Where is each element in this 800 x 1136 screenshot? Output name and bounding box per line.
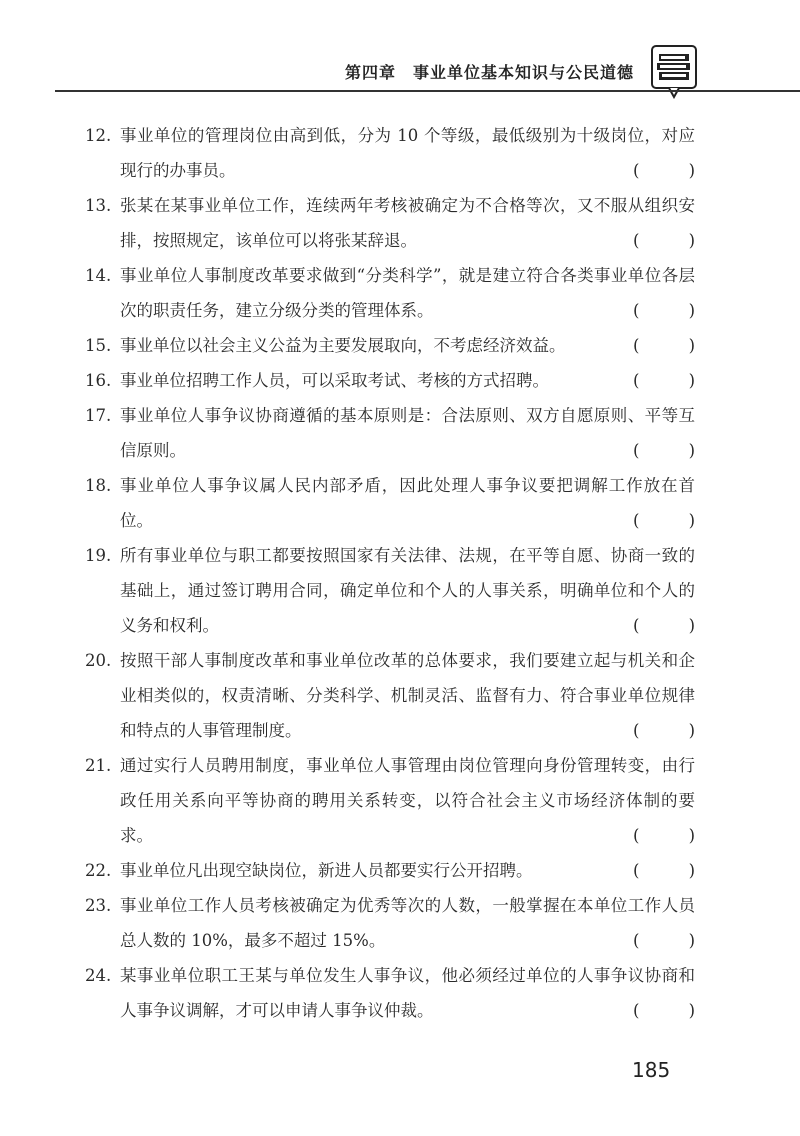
- question-number: 14.: [85, 266, 112, 285]
- answer-blank: ( ): [633, 616, 695, 635]
- answer-blank: ( ): [633, 161, 695, 180]
- question-number: 16.: [85, 371, 112, 390]
- question-item: [85, 118, 695, 188]
- question-item: [85, 958, 695, 1028]
- question-text: 通过实行人员聘用制度，事业单位人事管理由岗位管理向身份管理转变，由行政任用关系向平等协商的聘用关系转变，以符合社会主义市场经济体制的要求。: [120, 756, 695, 845]
- answer-blank: ( ): [633, 861, 695, 880]
- question-item: [85, 748, 695, 853]
- question-text: 按照干部人事制度改革和事业单位改革的总体要求，我们要建立起与机关和企业相类似的，权责清晰、分类科学、机制灵活、监督有力、符合事业单位规律和特点的人事管理制度。: [120, 651, 695, 740]
- question-text: 事业单位以社会主义公益为主要发展取向，不考虑经济效益。: [120, 336, 566, 355]
- question-number: 12.: [85, 126, 112, 145]
- question-text: 事业单位的管理岗位由高到低，分为 10 个等级，最低级别为十级岗位，对应现行的办事员。: [120, 126, 695, 180]
- question-item: [85, 538, 695, 643]
- answer-blank: ( ): [633, 511, 695, 530]
- question-number: 15.: [85, 336, 112, 355]
- question-text: 事业单位人事制度改革要求做到“分类科学”，就是建立符合各类事业单位各层次的职责任务，建立分级分类的管理体系。: [120, 266, 695, 320]
- answer-blank: ( ): [633, 931, 695, 950]
- page-number: 185: [632, 1058, 671, 1082]
- question-list: [85, 118, 695, 1028]
- answer-blank: ( ): [633, 371, 695, 390]
- question-text: 事业单位工作人员考核被确定为优秀等次的人数，一般掌握在本单位工作人员总人数的 10%，最多不超过 15%。: [120, 896, 695, 950]
- question-number: 22.: [85, 861, 112, 880]
- question-number: 13.: [85, 196, 112, 215]
- answer-blank: ( ): [633, 721, 695, 740]
- question-number: 19.: [85, 546, 112, 565]
- question-item: [85, 398, 695, 468]
- answer-blank: ( ): [633, 336, 695, 355]
- question-text: 事业单位招聘工作人员，可以采取考试、考核的方式招聘。: [120, 371, 549, 390]
- question-item: [85, 888, 695, 958]
- chapter-title: 第四章 事业单位基本知识与公民道德: [345, 63, 635, 82]
- answer-blank: ( ): [633, 301, 695, 320]
- question-item: [85, 363, 695, 398]
- question-item: [85, 188, 695, 258]
- question-number: 17.: [85, 406, 112, 425]
- header-rule: [55, 90, 800, 92]
- question-text: 张某在某事业单位工作，连续两年考核被确定为不合格等次，又不服从组织安排，按照规定，该单位可以将张某辞退。: [120, 196, 695, 250]
- question-text: 事业单位凡出现空缺岗位，新进人员都要实行公开招聘。: [120, 861, 533, 880]
- question-text: 事业单位人事争议属人民内部矛盾，因此处理人事争议要把调解工作放在首位。: [120, 476, 695, 530]
- question-number: 23.: [85, 896, 112, 915]
- question-number: 18.: [85, 476, 112, 495]
- answer-blank: ( ): [633, 441, 695, 460]
- question-text: 某事业单位职工王某与单位发生人事争议，他必须经过单位的人事争议协商和人事争议调解，才可以申请人事争议仲裁。: [120, 966, 695, 1020]
- question-number: 24.: [85, 966, 112, 985]
- question-item: [85, 328, 695, 363]
- question-item: [85, 468, 695, 538]
- answer-blank: ( ): [633, 1001, 695, 1020]
- question-item: [85, 853, 695, 888]
- question-number: 20.: [85, 651, 112, 670]
- answer-blank: ( ): [633, 231, 695, 250]
- answer-blank: ( ): [633, 826, 695, 845]
- question-text: 事业单位人事争议协商遵循的基本原则是：合法原则、双方自愿原则、平等互信原则。: [120, 406, 695, 460]
- question-text: 所有事业单位与职工都要按照国家有关法律、法规，在平等自愿、协商一致的基础上，通过签订聘用合同，确定单位和个人的人事关系，明确单位和个人的义务和权利。: [120, 546, 695, 635]
- question-item: [85, 643, 695, 748]
- question-number: 21.: [85, 756, 112, 775]
- question-item: [85, 258, 695, 328]
